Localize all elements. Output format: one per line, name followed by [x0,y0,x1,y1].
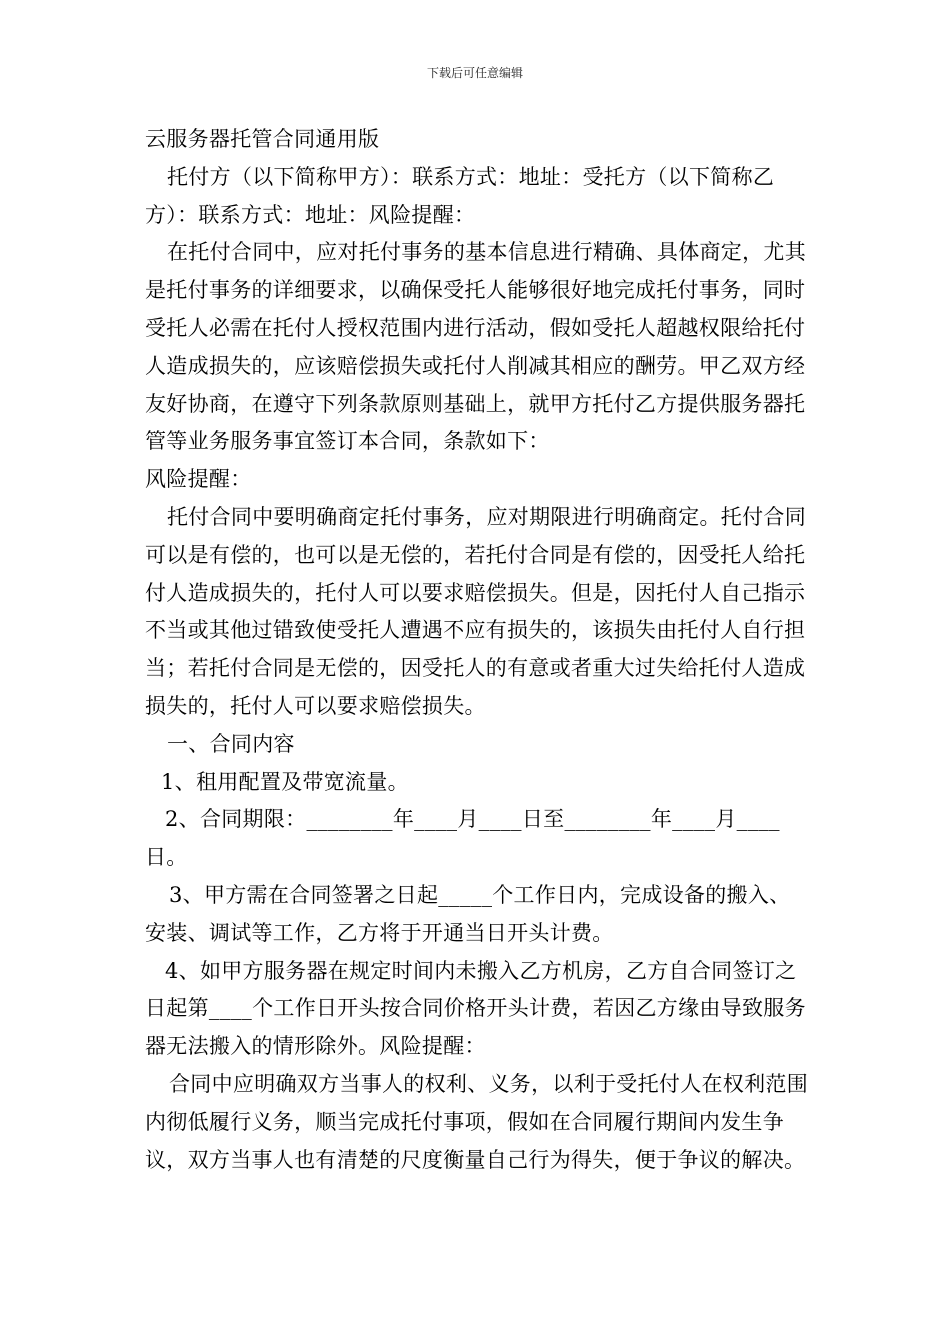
paragraph-3: 合同中应明确双方当事人的权利、义务，以利于受托付人在权利范围内彻低履行义务，顺当完成托付事项，假如在合同履行期间内发生争议，双方当事人也有清楚的尺度衡量自己行为得失，便于争议的解决。 [145,1071,808,1172]
risk-label: 风险提醒： [145,467,252,492]
item-4: 4、如甲方服务器在规定时间内未搬入乙方机房，乙方自合同签订之日起第____个工作日开头按合同价格开头计费，若因乙方缘由导致服务器无法搬入的情形除外。风险提醒： [145,958,806,1059]
paragraph-1: 在托付合同中，应对托付事务的基本信息进行精确、具体商定，尤其是托付事务的详细要求，以确保受托人能够很好地完成托付事务，同时受托人必需在托付人授权范围内进行活动，假如受托人超越权限给托付人造成损失的，应该赔偿损失或托付人削减其相应的酬劳。甲乙双方经友好协商，在遵守下列条款原则基础上，就甲方托付乙方提供服务器托管等业务服务事宜签订本合同，条款如下： [145,240,806,454]
item-3: 3、甲方需在合同签署之日起_____个工作日内，完成设备的搬入、安装、调试等工作，乙方将于开通当日开头计费。 [145,882,791,945]
parties-paragraph: 托付方（以下简称甲方）：联系方式：地址：受托方（以下简称乙方）：联系方式：地址：风险提醒： [145,164,775,227]
item-2: 2、合同期限：________年____月____日至________年____月____日。 [145,807,780,870]
paragraph-2: 托付合同中要明确商定托付事务，应对期限进行明确商定。托付合同可以是有偿的，也可以是无偿的，若托付合同是有偿的，因受托人给托付人造成损失的，托付人可以要求赔偿损失。但是，因托付人自己指示不当或其他过错致使受托人遭遇不应有损失的，该损失由托付人自行担当；若托付合同是无偿的，因受托人的有意或者重大过失给托付人造成损失的，托付人可以要求赔偿损失。 [145,504,806,718]
document-body [145,121,809,1179]
document-title: 云服务器托管合同通用版 [145,127,380,151]
page-header-note: 下载后可任意编辑 [426,66,523,80]
item-1: 1、租用配置及带宽流量。 [161,769,409,794]
section-heading-1: 一、合同内容 [167,731,295,756]
